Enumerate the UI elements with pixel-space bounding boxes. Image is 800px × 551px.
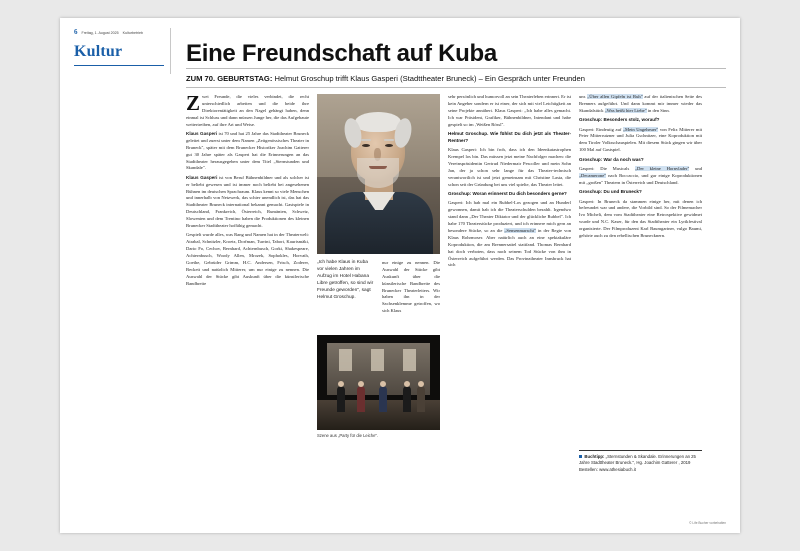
copyright-credit: © Life Bucher vorbehalten xyxy=(689,521,726,525)
stage-window xyxy=(339,349,352,371)
photo-hair-top xyxy=(355,112,401,132)
paragraph xyxy=(186,232,309,287)
stage-window xyxy=(403,349,416,371)
paragraph-text: Klaus Gasperi: Ich bin froh, dass ich den Ideenkatastrophen Krempel los bin. Das müssen jetzt meine Nachfolger machen: die Vereinspräsidentin Gertrud Niedermair Pescoller und mein Sohn Jan, der ja schon sehr lange für das Theater-technisch verantwortlich ist und jetzt gemeinsam mit Christine Lasta, die schon seit der Gründung bei uns viel spielte, das Theater leitet. xyxy=(448,147,571,187)
paragraph xyxy=(186,131,309,172)
paragraph-text: von Felix Mitterer mit Peter Mitterrutzner und Julia Gschnitzer, eine Koproduktion mit dem Tiroler Volksschauspielen. Mit diesem Stück gingen wir über 100 Mal auf Gastspiel. xyxy=(579,126,702,153)
photo-brow-left xyxy=(361,139,371,141)
stage-photo xyxy=(317,335,440,430)
folio-line xyxy=(74,28,174,36)
paragraph-text: Gasperi: In Bruneck da stammen einige her, mit denen ich befreundet war und andere, die Vorbild sind. So der Filmemacher Ivo Micheli, dem vom Stadttheater eine Retrospektive gewidmet wurde und N.C. Kaser, für den das Stadttheater ein Lyrikfestival organisierte. Der Filmproduzent Karl Baumgartner, vulgo Baumi, gehörte auch zu den rebellischen Brunecknern. xyxy=(579,198,702,239)
paragraph-text: ist von Beruf Bühnenbildner und als solcher ist er beliebt gewesen und ist immer noch beliebt bei angesehenen Bühnen im deutschen Sprachraum. Klaus kennt so viele Menschen und innerhalb von Netzwerk, das schier unendlich ist, das hat das Stadttheater Bruneck international bekannt gemacht. Gastspiele in Deutschland, Frankreich, Österreich, Rumänien, Schweiz, Slowenien und dem Trentino haben die Produktionen des kleinen Brunecker Stadttheater hoffähig gemacht. xyxy=(186,174,309,229)
kicker-lead: ZUM 70. GEBURTSTAG: xyxy=(186,74,273,83)
portrait-photo xyxy=(317,94,440,254)
article-column-1 xyxy=(186,91,310,290)
photo-caption: Szene aus „Party für die Leiche". xyxy=(317,433,379,438)
paragraph-text: ist 70 und hat 25 Jahre das Stadttheater Bruneck geleitet und zuerst unter dem Namen „Zeitgenössisches Theater in Bruneck", später mit dem Brunecker Historiker Joachim Gatterer gut 30 Jahre später als Gasperi hat die Erinnerungen an das Stadttheater herausgegeben unter dem Titel „Sternstunden und Skandale". xyxy=(186,130,309,171)
headline-rule-top xyxy=(186,68,726,69)
paragraph xyxy=(186,91,309,128)
folio-date: Freitag, 1. August 2025 xyxy=(81,31,119,35)
highlighted-title: „Der kleine Hornvlader" xyxy=(634,166,690,172)
stage-figure xyxy=(379,386,387,412)
paragraph-text: sehr persönlich und humorvoll an sein Theaterleben erinnert. Er ist kein Angeber sondern er ist einer, der sich mit viel Leichtigkeit an seine Projekte annähert. Klaus Gasperi: „Ich habe alles gemacht. Ich war Präsident, Grafiker, Bühnenbildner, Intendant und habe gespielt so im ‚Weißen Rössl". xyxy=(448,94,571,127)
paragraph-text: in der Regie von Klaus Rohrmoser. Aber natürlich auch an eine spektakuläre Koproduktion, die am Brennersattel stattfand. Thomas Bernhard hat doch verboten, dass nach seinem Tod Stücke von ihm in Österreich aufgeführt werden. Das Provinztheater Innsbruck hat sich xyxy=(448,228,571,268)
question-heading: Groschup: Du und Bruneck? xyxy=(579,189,642,195)
highlighted-title: „Sensenmarschi" xyxy=(504,228,536,234)
folio-number: 6 xyxy=(74,28,78,36)
masthead xyxy=(74,28,174,66)
stage-figure xyxy=(403,386,411,412)
run-in-name: Klaus Gasperi xyxy=(186,130,218,136)
stage-figure xyxy=(337,386,345,412)
book-tip-box xyxy=(579,450,702,473)
paragraph-text: nur einige zu nennen. Die Auswahl der Stücke gibt Auskunft über die künstlerische Bandbreite des Brunecker Theaterleiters. Wir haben ihn in der Sachsenklemme getroffen, wo sich Klaus xyxy=(382,260,440,314)
paragraph xyxy=(579,166,702,187)
paragraph-text: auf der italienischen Seite des Brenners aufgeführt. Und dann kommt mir immer wieder das Skandalstück xyxy=(579,94,702,113)
paragraph xyxy=(448,147,571,188)
paragraph-text: in den Sinn. xyxy=(646,107,670,113)
paragraph xyxy=(579,199,702,240)
paragraph xyxy=(579,127,702,155)
question-heading: Groschup: Woran erinnerst Du dich besonders gerne? xyxy=(448,191,567,197)
paragraph-text: und xyxy=(689,166,702,172)
paragraph xyxy=(382,260,440,315)
paragraph-text: Gespielt wurde alles, was Rang und Namen hat in der Theaterwelt: Atrabal, Schnitzler, Kroetz, Dorfman, Turrini, Tabori, Kaurismäki, Dario Fo, Cechov, Bernhard, Achternbusch, Gorki, Shakespeare, Achternbusch, Woody Allen, Mrozek, Sophokles, Horvath, Goethe, Gebrüder Grimm, H.C. Andersen, Frisch, Zoderer, Beckett und natürlich Mitterer, um nur einige zu nennen. Die Auswahl der Stücke gibt Auskunft über die künstlerische Bandbreite xyxy=(186,232,310,286)
book-tip-text: „Sternstunden & Skandale. Erinnerungen an 25 Jahre Stadttheater Bruneck.", Hg. Joachim Gatterer , 2019 Bestellen: www.athesiabuch.it xyxy=(579,454,696,472)
article-column-4 xyxy=(579,94,702,242)
photo-mouth xyxy=(369,166,387,169)
photo-brow-right xyxy=(384,139,394,141)
paragraph-text: nach Boccaccio, und gar einige Koproduktionen mit „großen" Theatern in Österreich und Deutschland. xyxy=(579,172,702,185)
newspaper-page xyxy=(60,18,740,533)
paragraph-text: Gasperi: Ich hab mal ein Rubbel-Los gezogen und an Hunderl gewonnen, damit hab ich die Theaterschulden bezahlt. Irgendwo stand dann „Der Theater Diktator und der glückliche Rubbel". Ich habe 170 Theaterstücke produziert, und ich erinnere mich gern an besondere Stücke, so an die xyxy=(448,200,571,234)
stage-window xyxy=(371,349,384,371)
photo-eye-left xyxy=(362,144,370,147)
photo-eye-right xyxy=(385,144,393,147)
headline-rule-bottom xyxy=(186,87,726,88)
paragraph xyxy=(448,94,571,128)
article-column-2 xyxy=(382,260,440,318)
article-kicker xyxy=(186,74,726,83)
run-in-name: Klaus Gasperi xyxy=(186,174,218,180)
drop-cap: Z xyxy=(186,91,201,115)
highlighted-title: „Was heißt hier Liebe" xyxy=(604,107,647,113)
stage-figure xyxy=(417,386,425,412)
paragraph-text: uns xyxy=(579,94,588,99)
article-column-3 xyxy=(448,94,571,272)
question-heading: Groschup: War da noch was? xyxy=(579,156,644,162)
highlighted-title: „Mein Ungeheuer" xyxy=(622,126,659,132)
paragraph xyxy=(579,94,702,115)
photo-beard xyxy=(357,158,399,188)
paragraph xyxy=(448,200,571,269)
book-tip-label: Buchtipp: xyxy=(584,454,605,459)
paragraph xyxy=(186,175,309,230)
vertical-divider xyxy=(170,28,171,74)
highlighted-title: „Decamerone" xyxy=(579,172,607,178)
kicker-rest: Helmut Groschup trifft Klaus Gasperi (Stadttheater Bruneck) – Ein Gespräch unter Freunden xyxy=(272,74,585,83)
stage-figure xyxy=(357,386,365,412)
paragraph-text: wei Freunde, die vieles verbindet, die recht unterschiedlich arbeiten und die beide ihre Direktorentätigkeit an den Nagel gehängt haben, denn einmal ist Schluss und dann müssen Junge her, die das Aufgebaute weitertreiben, auf ihre Art und Weise. xyxy=(186,94,309,127)
paragraph-text: Gasperi: Eindeutig auf xyxy=(579,126,623,132)
section-title: Kultur xyxy=(74,43,123,60)
question-heading: Helmut Groschup. Wie fühlst Du dich jetzt als Theater-Rentner? xyxy=(448,130,571,143)
paragraph-text: Gasperi: Die Musicals xyxy=(579,166,635,172)
page-title: Eine Freundschaft auf Kuba xyxy=(186,40,497,67)
pull-quote: „Ich habe Klaus in Kuba vor vielen Jahren im Aufzug im Hotel Habana Libre getroffen, so sind wir Freunde geworden", sagt Helmut Groschup. xyxy=(317,260,374,300)
question-heading: Groschup: Besonders stolz, worauf? xyxy=(579,117,660,123)
folio-section-small: Kulturbetrieb xyxy=(122,31,144,35)
square-bullet-icon xyxy=(579,455,582,458)
section-rule xyxy=(74,65,164,66)
highlighted-title: „Über allen Gipfeln ist Ruh" xyxy=(587,94,643,99)
